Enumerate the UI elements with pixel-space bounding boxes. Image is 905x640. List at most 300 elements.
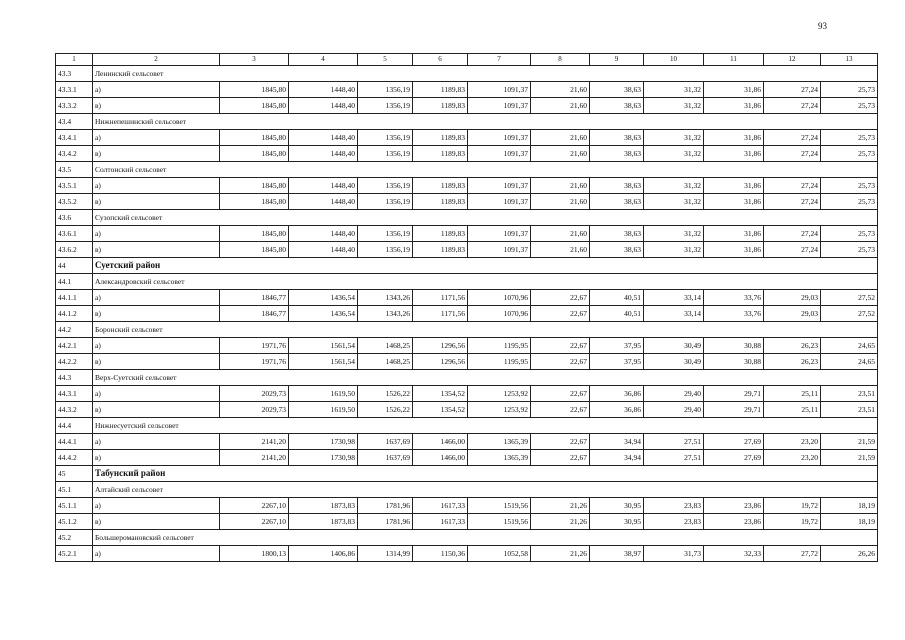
value-cell: 38,63 — [590, 226, 644, 242]
value-cell: 25,73 — [821, 242, 878, 258]
value-cell: 1466,00 — [413, 450, 468, 466]
value-cell: 27,52 — [821, 290, 878, 306]
value-cell: 1845,80 — [220, 146, 289, 162]
value-cell: 1091,37 — [468, 194, 531, 210]
value-cell: 23,86 — [704, 514, 764, 530]
header-row — [56, 54, 878, 66]
value-cell: 1189,83 — [413, 98, 468, 114]
value-cell: 1436,54 — [289, 290, 358, 306]
row-label: в) — [93, 514, 220, 530]
value-cell: 1846,77 — [220, 290, 289, 306]
district-row — [56, 258, 878, 274]
value-cell: 1845,80 — [220, 242, 289, 258]
value-cell: 38,63 — [590, 98, 644, 114]
row-id: 44.2.1 — [56, 338, 93, 354]
value-cell: 31,86 — [704, 226, 764, 242]
table-row — [56, 130, 878, 146]
table-row — [56, 242, 878, 258]
table-row — [56, 402, 878, 418]
row-label: а) — [93, 290, 220, 306]
value-cell: 1845,80 — [220, 130, 289, 146]
table-row — [56, 290, 878, 306]
value-cell: 21,26 — [531, 514, 590, 530]
row-id: 43.5 — [56, 162, 93, 178]
value-cell: 23,20 — [764, 450, 821, 466]
value-cell: 25,73 — [821, 194, 878, 210]
value-cell: 31,86 — [704, 130, 764, 146]
value-cell: 23,86 — [704, 498, 764, 514]
value-cell: 1354,52 — [413, 402, 468, 418]
value-cell: 1189,83 — [413, 194, 468, 210]
value-cell: 1365,39 — [468, 434, 531, 450]
value-cell: 1448,40 — [289, 226, 358, 242]
section-row — [56, 210, 878, 226]
row-id: 43.4.2 — [56, 146, 93, 162]
value-cell: 1781,96 — [358, 498, 413, 514]
value-cell: 31,32 — [644, 178, 704, 194]
value-cell: 23,83 — [644, 514, 704, 530]
value-cell: 2267,10 — [220, 498, 289, 514]
column-header: 6 — [413, 54, 468, 66]
table-row — [56, 194, 878, 210]
value-cell: 1971,76 — [220, 338, 289, 354]
value-cell: 1637,69 — [358, 450, 413, 466]
section-row — [56, 274, 878, 290]
value-cell: 1189,83 — [413, 242, 468, 258]
value-cell: 31,32 — [644, 82, 704, 98]
value-cell: 1619,50 — [289, 402, 358, 418]
value-cell: 21,59 — [821, 434, 878, 450]
value-cell: 1468,25 — [358, 338, 413, 354]
row-id: 43.6.2 — [56, 242, 93, 258]
column-header: 12 — [764, 54, 821, 66]
value-cell: 1845,80 — [220, 178, 289, 194]
data-table — [55, 53, 878, 562]
value-cell: 22,67 — [531, 338, 590, 354]
value-cell: 1354,52 — [413, 386, 468, 402]
value-cell: 1448,40 — [289, 98, 358, 114]
value-cell: 1619,50 — [289, 386, 358, 402]
value-cell: 1253,92 — [468, 402, 531, 418]
value-cell: 38,97 — [590, 546, 644, 562]
row-label: а) — [93, 178, 220, 194]
section-title: Верх-Суетский сельсовет — [93, 370, 878, 386]
value-cell: 1189,83 — [413, 82, 468, 98]
value-cell: 23,51 — [821, 402, 878, 418]
value-cell: 1091,37 — [468, 130, 531, 146]
row-id: 43.5.2 — [56, 194, 93, 210]
row-label: а) — [93, 226, 220, 242]
section-title: Нижнесуетский сельсовет — [93, 418, 878, 434]
section-row — [56, 322, 878, 338]
value-cell: 33,76 — [704, 306, 764, 322]
value-cell: 1448,40 — [289, 146, 358, 162]
value-cell: 31,86 — [704, 242, 764, 258]
value-cell: 1070,96 — [468, 290, 531, 306]
row-label: в) — [93, 306, 220, 322]
value-cell: 1845,80 — [220, 82, 289, 98]
value-cell: 1091,37 — [468, 178, 531, 194]
value-cell: 30,95 — [590, 498, 644, 514]
column-header: 2 — [93, 54, 220, 66]
row-id: 43.4.1 — [56, 130, 93, 146]
section-row — [56, 114, 878, 130]
column-header: 10 — [644, 54, 704, 66]
value-cell: 27,51 — [644, 450, 704, 466]
value-cell: 27,69 — [704, 450, 764, 466]
value-cell: 1800,13 — [220, 546, 289, 562]
table-row — [56, 450, 878, 466]
value-cell: 29,71 — [704, 402, 764, 418]
value-cell: 1730,98 — [289, 450, 358, 466]
value-cell: 30,49 — [644, 354, 704, 370]
value-cell: 1296,56 — [413, 354, 468, 370]
row-id: 43.3.1 — [56, 82, 93, 98]
value-cell: 1052,58 — [468, 546, 531, 562]
value-cell: 26,26 — [821, 546, 878, 562]
table-row — [56, 82, 878, 98]
value-cell: 21,60 — [531, 98, 590, 114]
value-cell: 1091,37 — [468, 82, 531, 98]
value-cell: 1730,98 — [289, 434, 358, 450]
value-cell: 29,03 — [764, 290, 821, 306]
row-id: 44.3.1 — [56, 386, 93, 402]
section-row — [56, 66, 878, 82]
value-cell: 21,60 — [531, 178, 590, 194]
value-cell: 1150,36 — [413, 546, 468, 562]
value-cell: 1356,19 — [358, 226, 413, 242]
value-cell: 38,63 — [590, 130, 644, 146]
value-cell: 1189,83 — [413, 178, 468, 194]
value-cell: 1171,56 — [413, 306, 468, 322]
value-cell: 1845,80 — [220, 194, 289, 210]
value-cell: 34,94 — [590, 434, 644, 450]
value-cell: 30,49 — [644, 338, 704, 354]
value-cell: 2029,73 — [220, 402, 289, 418]
row-id: 43.6 — [56, 210, 93, 226]
value-cell: 27,72 — [764, 546, 821, 562]
value-cell: 1519,56 — [468, 498, 531, 514]
table-row — [56, 498, 878, 514]
value-cell: 24,65 — [821, 354, 878, 370]
value-cell: 1253,92 — [468, 386, 531, 402]
value-cell: 2141,20 — [220, 434, 289, 450]
value-cell: 31,86 — [704, 146, 764, 162]
row-id: 45.1 — [56, 482, 93, 498]
value-cell: 1873,83 — [289, 498, 358, 514]
value-cell: 1343,26 — [358, 306, 413, 322]
value-cell: 26,23 — [764, 354, 821, 370]
value-cell: 31,32 — [644, 130, 704, 146]
value-cell: 1091,37 — [468, 98, 531, 114]
value-cell: 21,60 — [531, 226, 590, 242]
value-cell: 1189,83 — [413, 130, 468, 146]
table-row — [56, 514, 878, 530]
table-row — [56, 306, 878, 322]
section-title: Боронский сельсовет — [93, 322, 878, 338]
value-cell: 1091,37 — [468, 146, 531, 162]
row-label: а) — [93, 338, 220, 354]
section-title: Алтайский сельсовет — [93, 482, 878, 498]
value-cell: 33,14 — [644, 290, 704, 306]
table-row — [56, 546, 878, 562]
value-cell: 25,73 — [821, 98, 878, 114]
value-cell: 2267,10 — [220, 514, 289, 530]
value-cell: 27,24 — [764, 226, 821, 242]
value-cell: 1845,80 — [220, 98, 289, 114]
value-cell: 23,20 — [764, 434, 821, 450]
value-cell: 1448,40 — [289, 82, 358, 98]
column-header: 5 — [358, 54, 413, 66]
value-cell: 27,24 — [764, 194, 821, 210]
value-cell: 38,63 — [590, 242, 644, 258]
value-cell: 1561,54 — [289, 338, 358, 354]
value-cell: 1356,19 — [358, 146, 413, 162]
value-cell: 21,60 — [531, 194, 590, 210]
row-id: 45 — [56, 466, 93, 482]
value-cell: 38,63 — [590, 82, 644, 98]
value-cell: 1356,19 — [358, 130, 413, 146]
table-row — [56, 338, 878, 354]
value-cell: 1526,22 — [358, 402, 413, 418]
value-cell: 21,26 — [531, 546, 590, 562]
row-label: в) — [93, 354, 220, 370]
value-cell: 27,24 — [764, 98, 821, 114]
value-cell: 27,52 — [821, 306, 878, 322]
table-row — [56, 386, 878, 402]
value-cell: 1466,00 — [413, 434, 468, 450]
section-title: Сузопский сельсовет — [93, 210, 878, 226]
value-cell: 31,86 — [704, 98, 764, 114]
section-row — [56, 162, 878, 178]
row-id: 44.3 — [56, 370, 93, 386]
value-cell: 36,86 — [590, 402, 644, 418]
column-header: 3 — [220, 54, 289, 66]
row-label: а) — [93, 130, 220, 146]
value-cell: 38,63 — [590, 194, 644, 210]
column-header: 1 — [56, 54, 93, 66]
value-cell: 1846,77 — [220, 306, 289, 322]
value-cell: 1468,25 — [358, 354, 413, 370]
row-label: в) — [93, 194, 220, 210]
value-cell: 22,67 — [531, 434, 590, 450]
table-row — [56, 226, 878, 242]
value-cell: 2029,73 — [220, 386, 289, 402]
column-header: 7 — [468, 54, 531, 66]
page-number: 93 — [818, 21, 827, 31]
value-cell: 26,23 — [764, 338, 821, 354]
row-id: 44.4.1 — [56, 434, 93, 450]
value-cell: 36,86 — [590, 386, 644, 402]
value-cell: 1314,99 — [358, 546, 413, 562]
value-cell: 40,51 — [590, 306, 644, 322]
value-cell: 27,51 — [644, 434, 704, 450]
value-cell: 27,24 — [764, 178, 821, 194]
table-row — [56, 178, 878, 194]
value-cell: 1356,19 — [358, 242, 413, 258]
value-cell: 27,24 — [764, 130, 821, 146]
value-cell: 1873,83 — [289, 514, 358, 530]
value-cell: 1343,26 — [358, 290, 413, 306]
table-row — [56, 146, 878, 162]
value-cell: 1781,96 — [358, 514, 413, 530]
value-cell: 1519,56 — [468, 514, 531, 530]
value-cell: 1189,83 — [413, 146, 468, 162]
column-header: 9 — [590, 54, 644, 66]
value-cell: 29,03 — [764, 306, 821, 322]
row-label: а) — [93, 498, 220, 514]
district-title: Суетский район — [93, 258, 878, 274]
value-cell: 1296,56 — [413, 338, 468, 354]
value-cell: 30,95 — [590, 514, 644, 530]
row-id: 43.6.1 — [56, 226, 93, 242]
district-title: Табунский район — [93, 466, 878, 482]
row-label: в) — [93, 402, 220, 418]
value-cell: 33,14 — [644, 306, 704, 322]
value-cell: 31,32 — [644, 226, 704, 242]
value-cell: 27,24 — [764, 242, 821, 258]
value-cell: 1091,37 — [468, 226, 531, 242]
row-id: 43.4 — [56, 114, 93, 130]
value-cell: 1171,56 — [413, 290, 468, 306]
value-cell: 1617,33 — [413, 514, 468, 530]
value-cell: 1448,40 — [289, 178, 358, 194]
value-cell: 21,26 — [531, 498, 590, 514]
value-cell: 25,73 — [821, 146, 878, 162]
value-cell: 29,40 — [644, 402, 704, 418]
section-title: Большеромановский сельсовет — [93, 530, 878, 546]
row-id: 45.1.1 — [56, 498, 93, 514]
table-row — [56, 434, 878, 450]
value-cell: 1356,19 — [358, 178, 413, 194]
row-id: 45.2.1 — [56, 546, 93, 562]
column-header: 11 — [704, 54, 764, 66]
value-cell: 27,69 — [704, 434, 764, 450]
value-cell: 33,76 — [704, 290, 764, 306]
value-cell: 21,60 — [531, 242, 590, 258]
value-cell: 31,32 — [644, 242, 704, 258]
row-id: 45.2 — [56, 530, 93, 546]
value-cell: 1070,96 — [468, 306, 531, 322]
row-label: а) — [93, 434, 220, 450]
column-header: 8 — [531, 54, 590, 66]
value-cell: 21,60 — [531, 146, 590, 162]
value-cell: 25,73 — [821, 178, 878, 194]
row-id: 44.2 — [56, 322, 93, 338]
value-cell: 34,94 — [590, 450, 644, 466]
row-label: а) — [93, 386, 220, 402]
value-cell: 25,11 — [764, 402, 821, 418]
row-id: 44.4.2 — [56, 450, 93, 466]
row-id: 43.3.2 — [56, 98, 93, 114]
row-id: 44.1.1 — [56, 290, 93, 306]
row-label: в) — [93, 450, 220, 466]
value-cell: 22,67 — [531, 450, 590, 466]
value-cell: 2141,20 — [220, 450, 289, 466]
value-cell: 19,72 — [764, 498, 821, 514]
section-row — [56, 530, 878, 546]
row-label: в) — [93, 146, 220, 162]
section-title: Нижнепешинский сельсовет — [93, 114, 878, 130]
value-cell: 21,60 — [531, 82, 590, 98]
row-id: 44.3.2 — [56, 402, 93, 418]
table-row — [56, 354, 878, 370]
value-cell: 1845,80 — [220, 226, 289, 242]
section-row — [56, 418, 878, 434]
row-label: в) — [93, 98, 220, 114]
value-cell: 37,95 — [590, 338, 644, 354]
column-header: 4 — [289, 54, 358, 66]
value-cell: 1195,95 — [468, 354, 531, 370]
value-cell: 30,88 — [704, 354, 764, 370]
value-cell: 25,73 — [821, 226, 878, 242]
value-cell: 25,73 — [821, 130, 878, 146]
value-cell: 40,51 — [590, 290, 644, 306]
value-cell: 22,67 — [531, 354, 590, 370]
value-cell: 1561,54 — [289, 354, 358, 370]
value-cell: 23,51 — [821, 386, 878, 402]
value-cell: 29,40 — [644, 386, 704, 402]
value-cell: 18,19 — [821, 498, 878, 514]
row-id: 44.2.2 — [56, 354, 93, 370]
value-cell: 31,86 — [704, 82, 764, 98]
row-label: в) — [93, 242, 220, 258]
value-cell: 38,63 — [590, 178, 644, 194]
value-cell: 22,67 — [531, 386, 590, 402]
column-header: 13 — [821, 54, 878, 66]
value-cell: 25,73 — [821, 82, 878, 98]
row-id: 44.4 — [56, 418, 93, 434]
row-id: 44 — [56, 258, 93, 274]
value-cell: 1356,19 — [358, 82, 413, 98]
value-cell: 1195,95 — [468, 338, 531, 354]
value-cell: 22,67 — [531, 402, 590, 418]
table-row — [56, 98, 878, 114]
row-label: а) — [93, 546, 220, 562]
value-cell: 1356,19 — [358, 98, 413, 114]
value-cell: 22,67 — [531, 306, 590, 322]
section-title: Александровский сельсовет — [93, 274, 878, 290]
value-cell: 1365,39 — [468, 450, 531, 466]
value-cell: 23,83 — [644, 498, 704, 514]
value-cell: 19,72 — [764, 514, 821, 530]
value-cell: 1448,40 — [289, 242, 358, 258]
value-cell: 1448,40 — [289, 130, 358, 146]
section-row — [56, 482, 878, 498]
value-cell: 29,71 — [704, 386, 764, 402]
value-cell: 31,86 — [704, 194, 764, 210]
value-cell: 1637,69 — [358, 434, 413, 450]
value-cell: 32,33 — [704, 546, 764, 562]
row-id: 44.1 — [56, 274, 93, 290]
value-cell: 25,11 — [764, 386, 821, 402]
row-id: 43.3 — [56, 66, 93, 82]
row-id: 43.5.1 — [56, 178, 93, 194]
row-label: а) — [93, 82, 220, 98]
value-cell: 1971,76 — [220, 354, 289, 370]
value-cell: 1436,54 — [289, 306, 358, 322]
value-cell: 30,88 — [704, 338, 764, 354]
value-cell: 27,24 — [764, 82, 821, 98]
section-row — [56, 370, 878, 386]
value-cell: 21,60 — [531, 130, 590, 146]
value-cell: 22,67 — [531, 290, 590, 306]
row-id: 44.1.2 — [56, 306, 93, 322]
value-cell: 31,32 — [644, 146, 704, 162]
value-cell: 1189,83 — [413, 226, 468, 242]
section-title: Солтонский сельсовет — [93, 162, 878, 178]
value-cell: 38,63 — [590, 146, 644, 162]
